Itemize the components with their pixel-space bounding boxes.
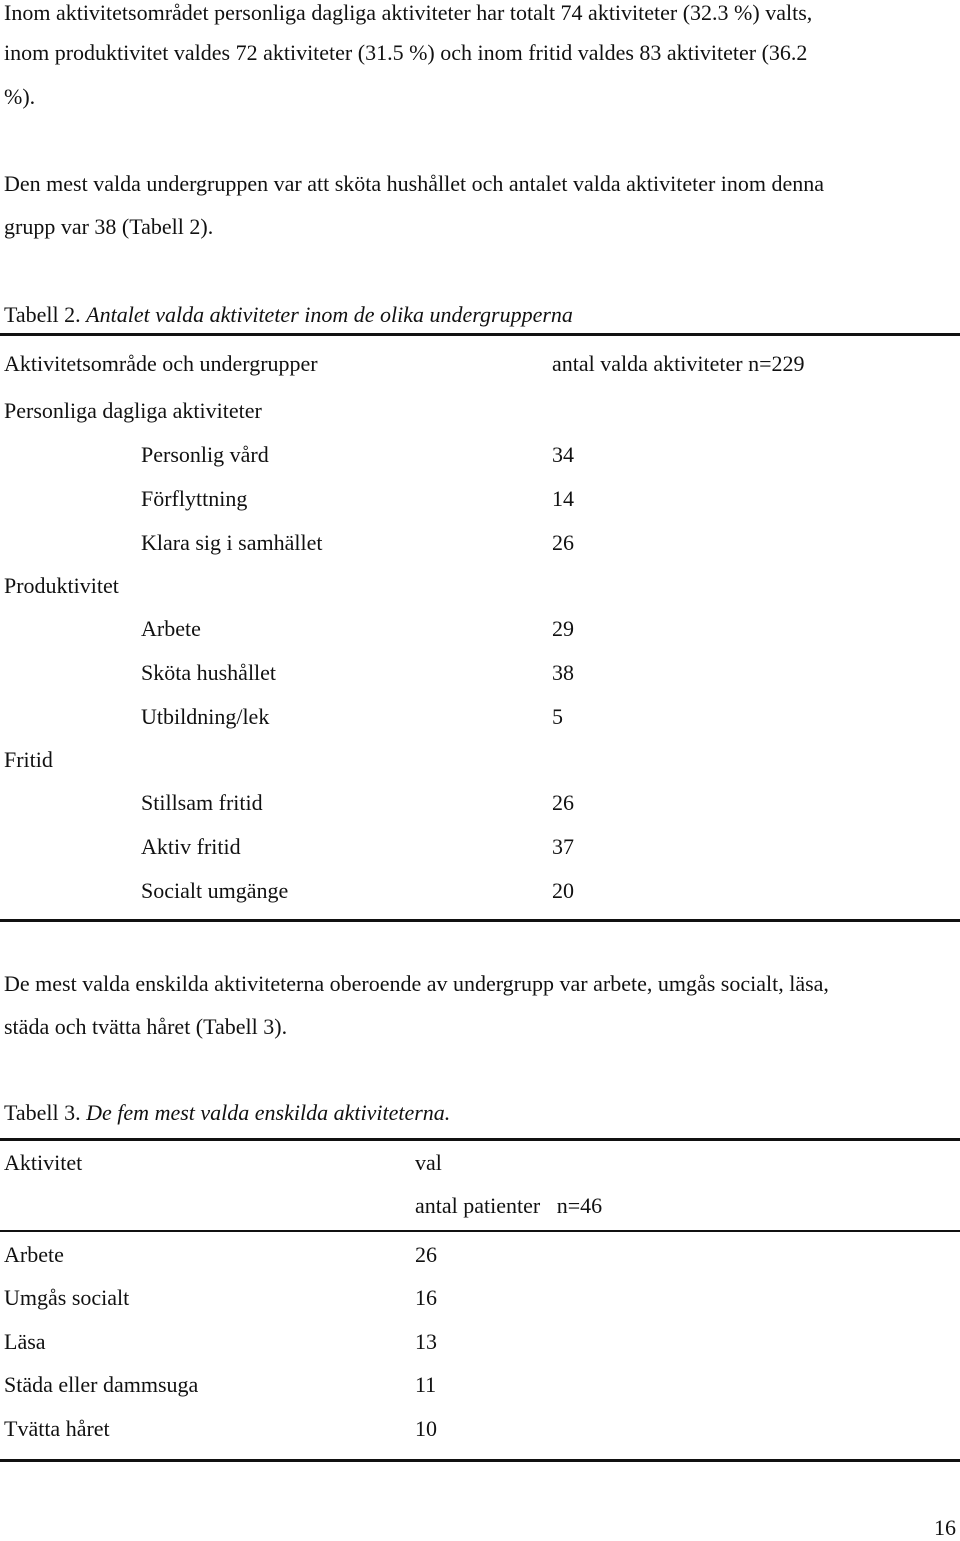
table2-group-name: Fritid [4,747,53,772]
table3-row-value: 16 [415,1285,437,1310]
intro-line-1: Inom aktivitetsområdet personliga dagliga aktiviteter har totalt 74 aktiviteter (32.3 %) valts, [4,0,813,25]
table3-bottom-rule [0,1459,960,1462]
table3-top-rule [0,1138,960,1141]
table2-row-value: 34 [552,442,574,467]
table2-row-label: Arbete [141,616,201,641]
table2-row-label: Förflyttning [141,486,248,511]
table3-header-col1: Aktivitet [4,1150,83,1175]
table2-group-name: Personliga dagliga aktiviteter [4,398,262,423]
intro-line-2: inom produktivitet valdes 72 aktiviteter (31.5 %) och inom fritid valdes 83 aktiviteter (36.2 [4,40,808,65]
table3-row-value: 11 [415,1372,437,1397]
intro-line-4: Den mest valda undergruppen var att sköta hushållet och antalet valda aktiviteter inom denna [4,171,825,196]
table2-row-value: 14 [552,486,574,511]
table3-row-value: 26 [415,1242,437,1267]
table2-row-label: Sköta hushållet [141,660,277,685]
table2-row-value: 26 [552,790,574,815]
table3-caption [4,1100,450,1126]
table3-row-label: Umgås socialt [4,1285,130,1310]
intro-line-3: %). [4,84,36,109]
table3-header-col2-line2: antal patienter n=46 [415,1193,603,1218]
table2-row-value: 29 [552,616,574,641]
table2-row-label: Klara sig i samhället [141,530,323,555]
table2-row-label: Stillsam fritid [141,790,263,815]
table2-row-label: Socialt umgänge [141,878,289,903]
table3-row-label: Arbete [4,1242,64,1267]
table2-row-value: 37 [552,834,574,859]
table3-row-value: 10 [415,1416,437,1441]
table3-header-rule [0,1230,960,1232]
table2-bottom-rule [0,919,960,922]
table2-header-col2: antal valda aktiviteter n=229 [552,351,805,376]
table3-header-col2-line1: val [415,1150,442,1175]
page-number: 16 [934,1515,956,1540]
table2-row-value: 5 [552,704,563,729]
mid-text-line-1: De mest valda enskilda aktiviteterna oberoende av undergrupp var arbete, umgås socialt, läsa, [4,971,829,996]
table2-row-value: 38 [552,660,574,685]
table3-row-label: Tvätta håret [4,1416,110,1441]
table2-header-col1: Aktivitetsområde och undergrupper [4,351,318,376]
table2-row-label: Utbildning/lek [141,704,270,729]
table2-row-value: 26 [552,530,574,555]
table3-caption-text: De fem mest valda enskilda aktiviteterna. [86,1100,451,1125]
table2-caption-text: Antalet valda aktiviteter inom de olika undergrupperna [86,302,573,327]
table3-row-label: Städa eller dammsuga [4,1372,199,1397]
table2-row-label: Aktiv fritid [141,834,241,859]
table3-caption-label: Tabell 3. [4,1100,81,1125]
table2-top-rule [0,333,960,336]
intro-line-5: grupp var 38 (Tabell 2). [4,214,214,239]
table2-row-label: Personlig vård [141,442,269,467]
mid-text-line-2: städa och tvätta håret (Tabell 3). [4,1014,288,1039]
table2-caption-label: Tabell 2. [4,302,81,327]
table3-row-value: 13 [415,1329,437,1354]
table2-caption [4,302,573,328]
table3-row-label: Läsa [4,1329,46,1354]
table2-group-name: Produktivitet [4,573,119,598]
table2-row-value: 20 [552,878,574,903]
